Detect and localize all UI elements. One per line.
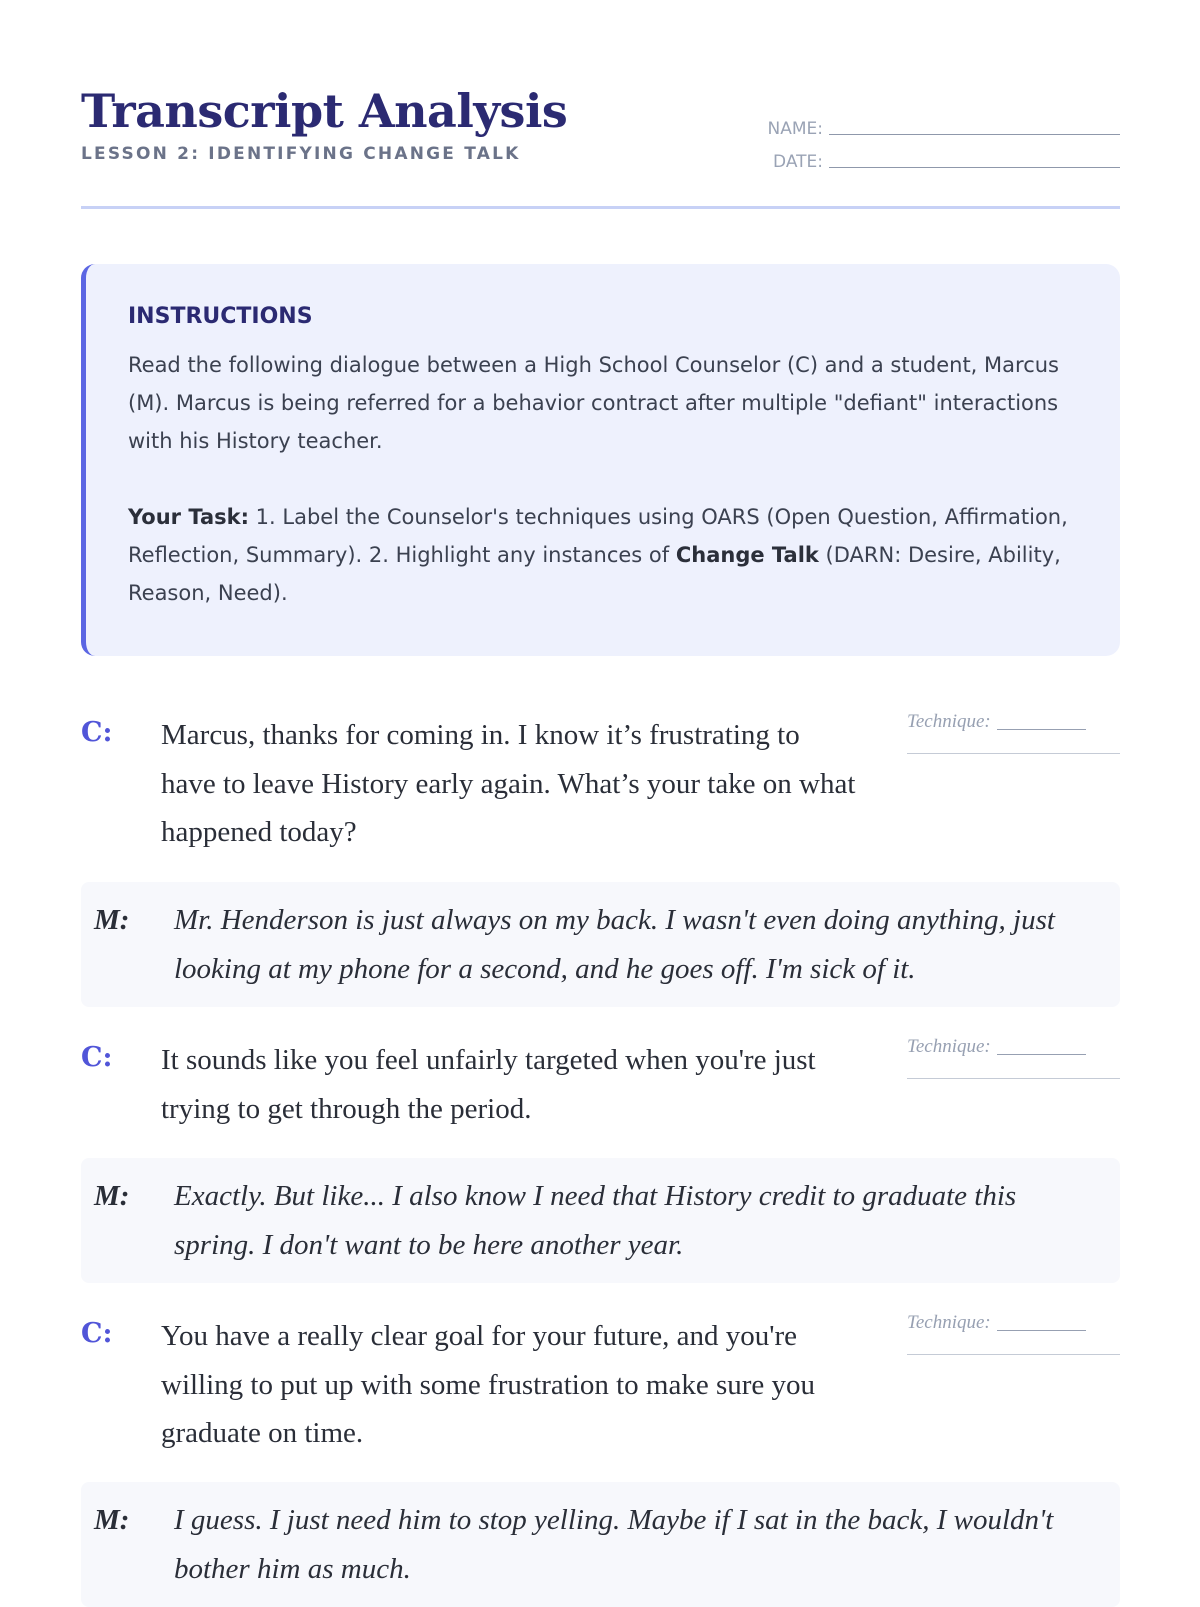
name-blank[interactable] (829, 134, 1120, 135)
technique-row (907, 1312, 1120, 1334)
dialogue-turn-student (81, 1482, 1120, 1607)
dialogue-text: It sounds like you feel unfairly targeted when you're just trying to get through the period. (161, 1044, 816, 1125)
technique-field (907, 1312, 1120, 1355)
dialogue-turn-student (81, 1158, 1120, 1283)
worksheet-page (81, 0, 1120, 1600)
name-label: NAME: (767, 119, 823, 139)
task-text-part2: (DARN: Desire, Ability, Reason, Need). (128, 543, 1061, 605)
speaker-label: M: (94, 1504, 130, 1536)
dialogue-turn-student (81, 882, 1120, 1007)
technique-label: Technique: (907, 1036, 991, 1057)
instructions-heading: INSTRUCTIONS (128, 304, 313, 329)
technique-field (907, 711, 1120, 754)
task-label: Your Task: (128, 505, 249, 529)
technique-blank[interactable] (997, 1330, 1086, 1331)
speaker-label: C: (81, 717, 113, 748)
technique-blank[interactable] (997, 729, 1086, 730)
lesson-subtitle: LESSON 2: IDENTIFYING CHANGE TALK (81, 144, 521, 164)
technique-field (907, 1036, 1120, 1079)
instructions-box (81, 264, 1120, 656)
speaker-label: M: (94, 904, 130, 936)
dialogue-text: Exactly. But like... I also know I need that History credit to graduate this spring. I don't want to be here another year. (174, 1180, 1017, 1261)
speaker-label: C: (81, 1318, 113, 1349)
date-label: DATE: (773, 152, 823, 172)
technique-row (907, 711, 1120, 733)
technique-label: Technique: (907, 711, 991, 732)
speaker-label: C: (81, 1042, 113, 1073)
dialogue-text: Marcus, thanks for coming in. I know it’s frustrating to have to leave History early again. What’s your take on what happened today? (161, 719, 856, 848)
technique-row (907, 1036, 1120, 1058)
technique-answer-line[interactable] (907, 753, 1120, 754)
dialogue-turn-counselor (81, 1036, 1120, 1136)
technique-label: Technique: (907, 1312, 991, 1333)
technique-answer-line[interactable] (907, 1078, 1120, 1079)
dialogue-turn-counselor (81, 1312, 1120, 1462)
dialogue-text: You have a really clear goal for your future, and you're willing to put up with some frustration to make sure you graduate on time. (161, 1320, 816, 1449)
dialogue-turn-counselor (81, 711, 1120, 861)
change-talk-term: Change Talk (675, 543, 819, 567)
speaker-label: M: (94, 1180, 130, 1212)
technique-answer-line[interactable] (907, 1354, 1120, 1355)
dialogue-text: Mr. Henderson is just always on my back. I wasn't even doing anything, just looking at my phone for a second, and he goes off. I'm sick of it. (174, 904, 1055, 985)
date-field-row (760, 141, 1120, 174)
name-field-row (760, 108, 1120, 141)
instructions-intro: Read the following dialogue between a High School Counselor (C) and a student, Marcus (M). Marcus is being referred for a behavior contract after multiple "defiant" interactions with his History teacher. (128, 353, 1059, 453)
task-text-part1: 1. Label the Counselor's techniques using OARS (Open Question, Affirmation, Reflection, Summary). 2. Highlight any instances of (128, 505, 1068, 567)
date-blank[interactable] (829, 167, 1120, 168)
header-divider (81, 206, 1120, 209)
worksheet-header (81, 78, 1120, 208)
student-info-fields (760, 108, 1120, 174)
dialogue-text: I guess. I just need him to stop yelling. Maybe if I sat in the back, I wouldn't bother him as much. (174, 1504, 1054, 1585)
technique-blank[interactable] (997, 1054, 1086, 1055)
instructions-task (128, 498, 1074, 612)
page-title: Transcript Analysis (81, 84, 568, 138)
